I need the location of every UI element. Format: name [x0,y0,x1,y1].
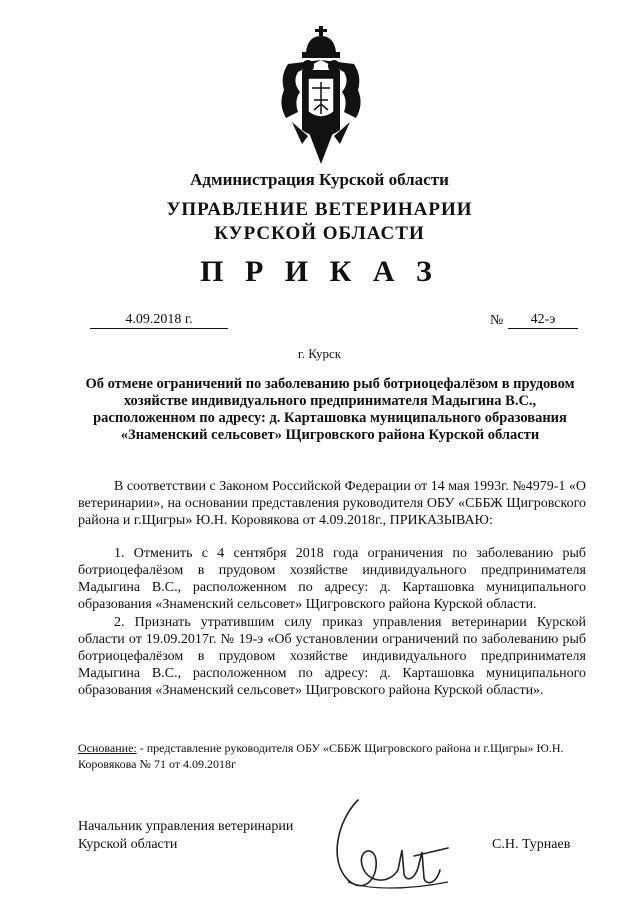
basis-label: Основание: [78,741,137,755]
order-number: 42-э [508,312,578,329]
department-line-1: УПРАВЛЕНИЕ ВЕТЕРИНАРИИ [166,199,473,220]
order-subject: Об отмене ограничений по заболеванию рыб ботриоцефалёзом в прудовом хозяйстве индивидуального предпринимателя Мадыгина В.С., расположенном по адресу: д. Карташовка муниципального образования «Знаменский сельсовет» Щигровского района Курской области [85,376,575,443]
preamble-paragraph: В соответствии с Законом Российской Федерации от 14 мая 1993г. №4979-1 «О ветеринарии», на основании представления руководителя ОБУ «СББЖ Щигровского района и г.Щигры» Ю.Н. Коровякова от 4.09.2018г., ПРИКАЗЫВАЮ: [78,479,586,528]
department-name [0,198,639,246]
agency-name: Администрация Курской области [190,170,449,189]
basis-text: - представление руководителя ОБУ «СББЖ Щигровского района и г.Щигры» Ю.Н. Коровякова № 71 от 4.09.2018г [78,741,564,771]
signatory-position-line-2: Курской области [78,837,178,852]
order-item-1: 1. Отменить с 4 сентября 2018 года ограничения по заболеванию рыб ботриоцефалёзом в прудовом хозяйстве индивидуального предпринимателя Мадыгина В.С., расположенном по адресу: д. Карташовка муниципального образования «Знаменский сельсовет» Щигровского района Курской области. [78,546,586,612]
department-line-2: КУРСКОЙ ОБЛАСТИ [214,223,425,244]
order-date: 4.09.2018 г. [90,312,228,329]
signatory-position [78,818,293,854]
basis-note [78,740,598,772]
issue-city: г. Курск [297,346,342,361]
order-item-2: 2. Признать утратившим силу приказ управления ветеринарии Курской области от 19.09.2017г. № 19-э «Об установлении ограничений по заболеванию рыб ботриоцефалёзом в прудовом хозяйстве индивидуального предпринимателя Мадыгина В.С., расположенном по адресу: д. Карташовка муниципального образования «Знаменский сельсовет» Щигровского района Курской области». [78,615,586,698]
order-number-sign: № [490,313,504,328]
coat-of-arms-icon [278,26,364,166]
document-type-title: П Р И К А З [200,255,439,288]
signatory-position-line-1: Начальник управления ветеринарии [78,819,294,834]
signatory-name: С.Н. Турнаев [492,837,571,852]
handwritten-signature [318,790,458,900]
